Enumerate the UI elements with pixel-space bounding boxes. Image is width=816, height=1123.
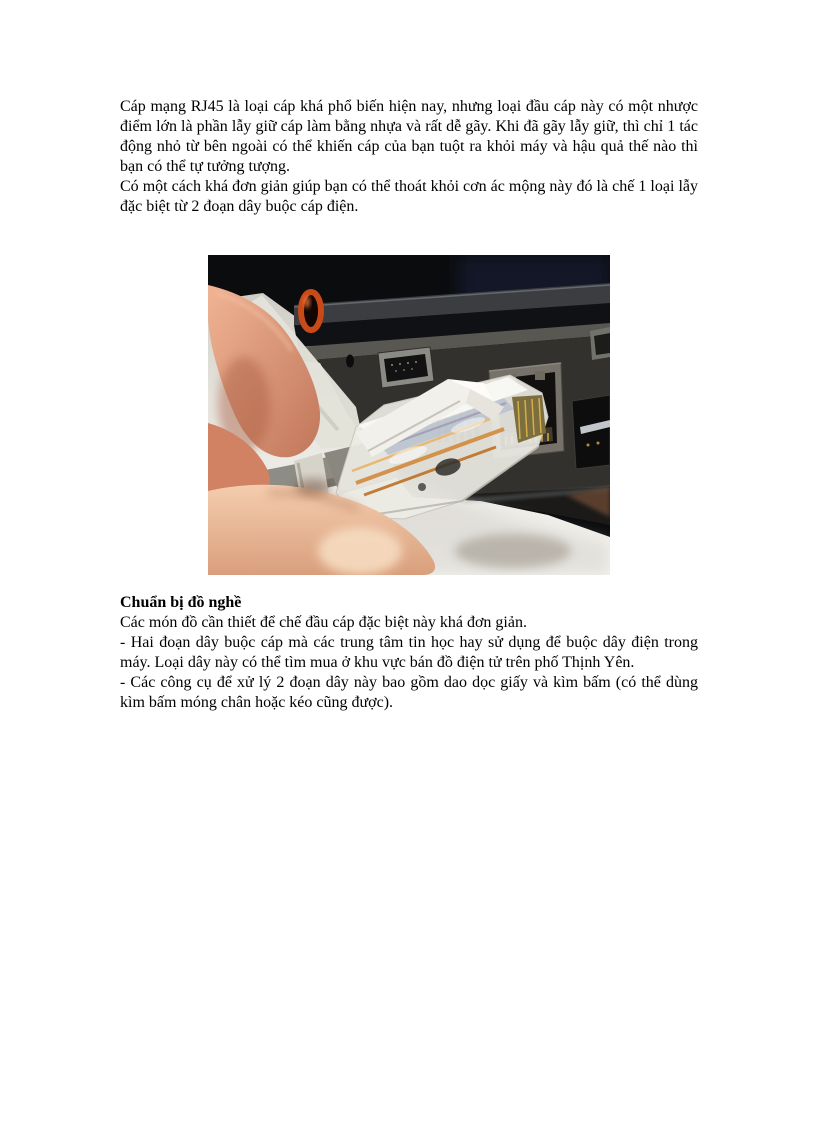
section-heading: Chuẩn bị đồ nghề <box>120 594 242 611</box>
usb-port <box>572 395 610 469</box>
side-latch <box>590 327 610 360</box>
paragraph-tools-item-1: - Hai đoạn dây buộc cáp mà các trung tâm tin học hay sử dụng để buộc dây điện trong máy. Loại dây này có thể tìm mua ở khu vực bán đồ điện tử trên phố Thịnh Yên. <box>120 634 698 671</box>
paragraph-intro-1: Cáp mạng RJ45 là loại cáp khá phổ biến hiện nay, nhưng loại đầu cáp này có một nhược điểm lớn là phần lẫy giữ cáp làm bằng nhựa và rất dễ gãy. Khi đã gãy lẫy giữ, thì chỉ 1 tác động nhỏ từ bên ngoài có thể khiến cáp của bạn tuột ra khỏi máy và hậu quả thế nào thì bạn có thể tự tưởng tượng. <box>120 98 698 175</box>
paragraph-tools-intro: Các món đồ cần thiết để chế đầu cáp đặc biệt này khá đơn giản. <box>120 614 527 631</box>
orange-ring-port <box>301 292 321 330</box>
screw-hole <box>346 355 354 368</box>
paragraph-tools-item-2: - Các công cụ để xử lý 2 đoạn dây này bao gồm dao dọc giấy và kìm bấm (có thể dùng kìm bấm móng chân hoặc kéo cũng được). <box>120 674 698 711</box>
vga-port <box>378 347 434 388</box>
document-body <box>120 97 698 713</box>
figure-rj45-photo <box>120 255 698 575</box>
paragraph-intro-2: Có một cách khá đơn giản giúp bạn có thể thoát khỏi cơn ác mộng này đó là chế 1 loại lẫy đặc biệt từ 2 đoạn dây buộc cáp điện. <box>120 178 698 215</box>
